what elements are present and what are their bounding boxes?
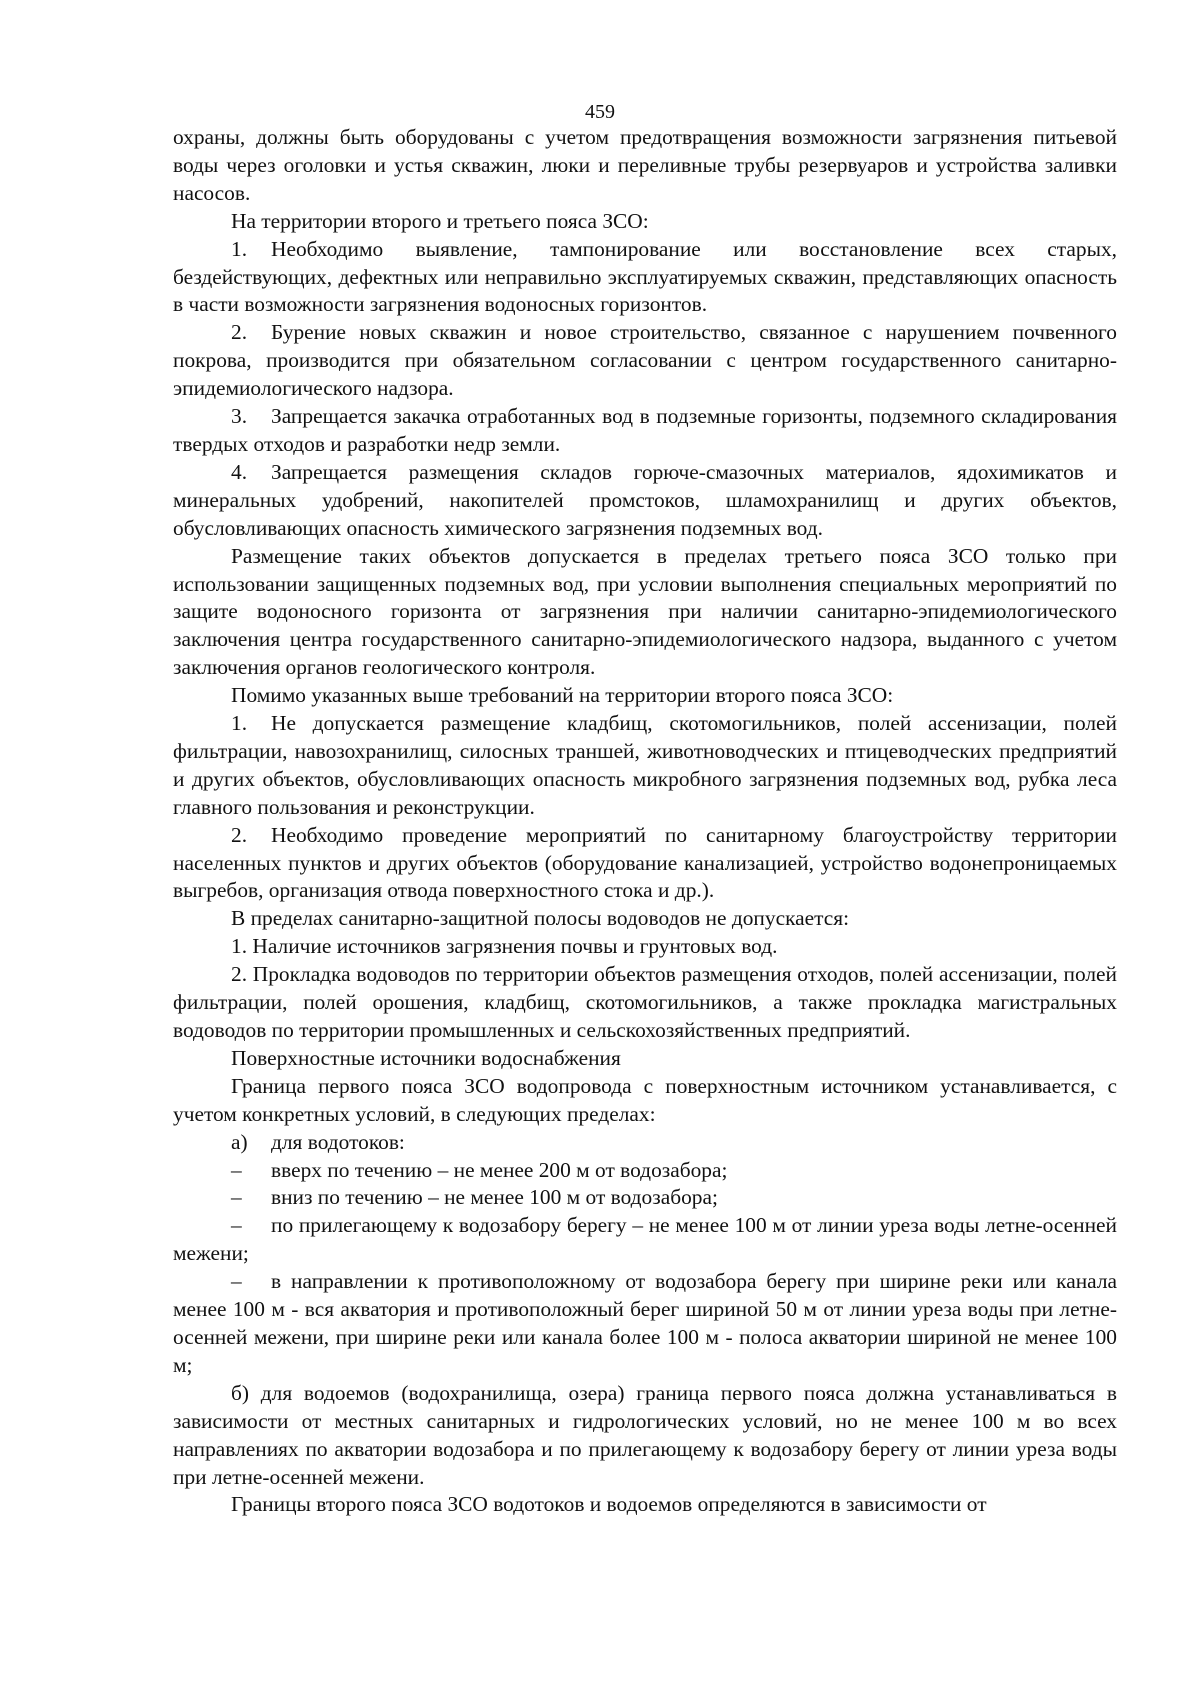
- list-marker: 1.: [231, 711, 248, 736]
- list-marker: 2.: [231, 822, 248, 847]
- paragraph: На территории второго и третьего пояса ЗСО:: [231, 208, 649, 233]
- paragraph: Помимо указанных выше требований на территории второго пояса ЗСО:: [231, 683, 894, 708]
- list-item-text: Необходимо выявление, тампонирование или восстановление всех старых, бездействующих, дефектных или неправильно эксплуатируемых скважин, представляющих опасность в части возможности загрязнения водоносных горизонтов.: [173, 236, 1117, 317]
- list-item: [173, 403, 1117, 459]
- list-marker: –: [231, 1185, 242, 1210]
- list-marker: –: [231, 1269, 242, 1294]
- list-item: [173, 710, 1117, 822]
- paragraph: б) для водоемов (водохранилища, озера) граница первого пояса должна устанавливаться в зависимости от местных санитарных и гидрологических условий, но не менее 100 м во всех направлениях по акватории водозабора и по прилегающему к водозабору берегу от линии уреза воды при летне-осенней межени.: [173, 1380, 1117, 1489]
- list-item-text: Не допускается размещение кладбищ, скотомогильников, полей ассенизации, полей фильтрации, навозохранилищ, силосных траншей, животноводческих и птицеводческих предприятий и других объектов, обусловливающих опасность микробного загрязнения подземных вод, рубка леса главного пользования и реконструкции.: [173, 711, 1117, 819]
- list-item-text: в направлении к противоположному от водозабора берегу при ширине реки или канала менее 100 м - вся акватория и противоположный берег шириной 50 м от линии уреза воды при летне-осенней межени, при ширине реки или канала более 100 м - полоса акватории шириной не менее 100 м;: [173, 1269, 1117, 1377]
- list-marker: 1.: [231, 236, 248, 261]
- list-item-text: Бурение новых скважин и новое строительство, связанное с нарушением почвенного покрова, производится при обязательном согласовании с центром государственного санитарно-эпидемиологического надзора.: [173, 320, 1117, 401]
- list-item-text: по прилегающему к водозабору берегу – не менее 100 м от линии уреза воды летне-осенней межени;: [173, 1213, 1117, 1266]
- list-marker: –: [231, 1213, 242, 1238]
- paragraph: охраны, должны быть оборудованы с учетом предотвращения возможности загрязнения питьевой воды через оголовки и устья скважин, люки и переливные трубы резервуаров и устройства заливки насосов.: [173, 125, 1117, 205]
- list-marker: –: [231, 1157, 242, 1182]
- section-heading: Поверхностные источники водоснабжения: [231, 1045, 621, 1070]
- list-marker: 2.: [231, 320, 248, 345]
- list-item: [173, 1184, 1117, 1212]
- list-item-text: Запрещается закачка отработанных вод в подземные горизонты, подземного складирования твердых отходов и разработки недр земли.: [173, 404, 1117, 456]
- list-item: [173, 319, 1117, 403]
- list-item-text: Необходимо проведение мероприятий по санитарному благоустройству территории населенных пунктов и других объектов (оборудование канализацией, устройство водонепроницаемых выгребов, организация отвода поверхностного стока и др.).: [173, 822, 1117, 903]
- list-item: [173, 459, 1117, 543]
- list-item-text: вниз по течению – не менее 100 м от водозабора;: [271, 1185, 718, 1210]
- page-number: 459: [585, 101, 615, 123]
- list-marker: а): [231, 1129, 248, 1154]
- paragraph: Границы второго пояса ЗСО водотоков и водоемов определяются в зависимости от: [231, 1492, 987, 1517]
- list-item: [173, 1129, 1117, 1157]
- list-item: [173, 236, 1117, 320]
- paragraph: 1. Наличие источников загрязнения почвы и грунтовых вод.: [231, 934, 778, 959]
- list-item: [173, 1212, 1117, 1268]
- list-item-text: для водотоков:: [271, 1129, 405, 1154]
- list-marker: 4.: [231, 459, 248, 484]
- list-item: [173, 1268, 1117, 1380]
- list-item: [173, 1157, 1117, 1185]
- paragraph: В пределах санитарно-защитной полосы водоводов не допускается:: [231, 906, 850, 931]
- document-body: [173, 124, 1117, 1519]
- paragraph: Граница первого пояса ЗСО водопровода с поверхностным источником устанавливается, с учетом конкретных условий, в следующих пределах:: [173, 1073, 1117, 1126]
- list-item-text: вверх по течению – не менее 200 м от водозабора;: [271, 1157, 728, 1182]
- list-marker: 3.: [231, 404, 248, 429]
- paragraph: Размещение таких объектов допускается в пределах третьего пояса ЗСО только при использовании защищенных подземных вод, при условии выполнения специальных мероприятий по защите водоносного горизонта от загрязнения при наличии санитарно-эпидемиологического заключения центра государственного санитарно-эпидемиологического надзора, выданного с учетом заключения органов геологического контроля.: [173, 543, 1117, 680]
- list-item-text: Запрещается размещения складов горюче-смазочных материалов, ядохимикатов и минеральных удобрений, накопителей промстоков, шламохранилищ и других объектов, обусловливающих опасность химического загрязнения подземных вод.: [173, 459, 1117, 540]
- list-item: [173, 822, 1117, 906]
- paragraph: 2. Прокладка водоводов по территории объектов размещения отходов, полей ассенизации, полей фильтрации, полей орошения, кладбищ, скотомогильников, а также прокладка магистральных водоводов по территории промышленных и сельскохозяйственных предприятий.: [173, 962, 1117, 1042]
